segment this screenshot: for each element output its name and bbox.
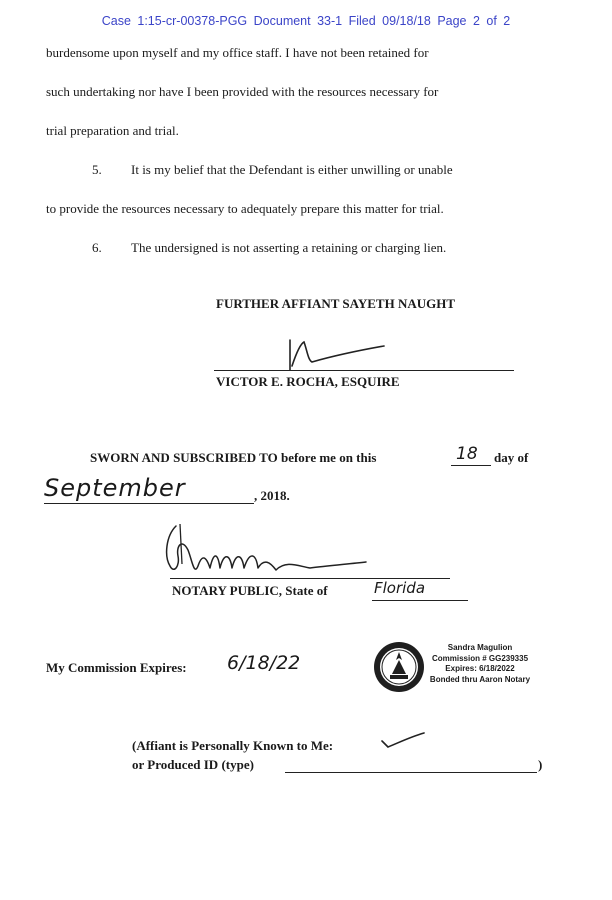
check-mark (380, 731, 426, 751)
notary-seal-text (428, 643, 532, 685)
page-number: Page 2 of 2 (437, 14, 511, 28)
case-header (0, 14, 612, 28)
jurat-month-handwritten: September (44, 474, 186, 502)
jurat-day-handwritten: 18 (456, 444, 478, 464)
jurat-prefix: SWORN AND SUBSCRIBED TO before me on this (90, 450, 377, 465)
identification-type-line (285, 772, 537, 773)
affiant-name: VICTOR E. ROCHA, ESQUIRE (216, 374, 400, 389)
body-line-1: burdensome upon myself and my office staff. I have not been retained for (46, 45, 429, 60)
identification-line-1: (Affiant is Personally Known to Me: (132, 738, 334, 753)
notary-signature (158, 520, 373, 582)
case-number: Case 1:15-cr-00378-PGG (101, 14, 248, 28)
jurat-year: , 2018. (254, 488, 290, 503)
commission-label: My Commission Expires: (46, 660, 187, 675)
seal-line-commission: Commission # GG239335 (431, 653, 529, 663)
item-5-line-2: to provide the resources necessary to adequately prepare this matter for trial. (46, 201, 444, 216)
body-line-2: such undertaking nor have I been provided with the resources necessary for (46, 84, 439, 99)
jurat-month-line (44, 503, 254, 504)
commission-handwritten: 6/18/22 (227, 652, 301, 674)
item-6-number: 6. (92, 240, 102, 255)
jurat-day-line (451, 465, 491, 466)
item-6-text: The undersigned is not asserting a retaining or charging lien. (131, 240, 447, 255)
notary-seal-emblem (372, 640, 426, 694)
identification-closing: ) (538, 757, 543, 772)
affiant-signature-line (214, 370, 514, 371)
affiant-heading: FURTHER AFFIANT SAYETH NAUGHT (216, 296, 456, 311)
identification-line-2: or Produced ID (type) (132, 757, 254, 772)
jurat-day-suffix: day of (494, 450, 529, 465)
item-5-number: 5. (92, 162, 102, 177)
notary-state-line (372, 600, 468, 601)
body-line-3: trial preparation and trial. (46, 123, 179, 138)
seal-line-bonded: Bonded thru Aaron Notary (429, 674, 531, 684)
affiant-signature (280, 336, 390, 372)
seal-line-expires: Expires: 6/18/2022 (445, 664, 515, 673)
filed-date: Filed 09/18/18 (348, 14, 431, 28)
notary-label: NOTARY PUBLIC, State of (172, 583, 328, 598)
notary-state-handwritten: Florida (374, 579, 426, 597)
document-number: Document 33-1 (253, 14, 343, 28)
seal-line-name: Sandra Magulion (447, 643, 513, 652)
item-5-line-1: It is my belief that the Defendant is either unwilling or unable (131, 162, 453, 177)
